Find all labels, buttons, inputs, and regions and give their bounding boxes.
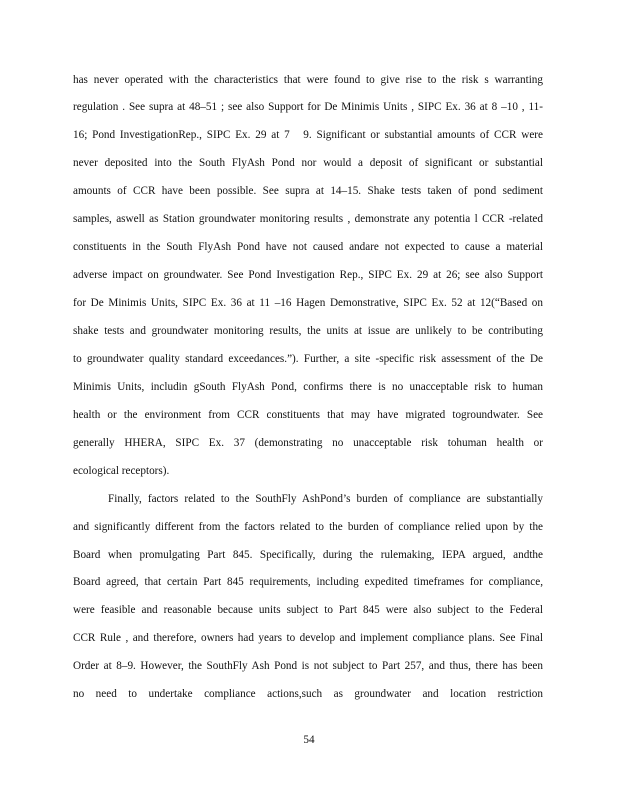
body-text-line: never deposited into the South FlyAsh Pond nor would a deposit of significant or substantial [73, 157, 543, 169]
body-text-line: health or the environment from CCR constituents that may have migrated togroundwater. See [73, 409, 543, 421]
body-text-line: constituents in the South FlyAsh Pond have not caused andare not expected to cause a material [73, 241, 543, 253]
body-text-line: Order at 8–9. However, the SouthFly Ash Pond is not subject to Part 257, and thus, there has been [73, 660, 543, 672]
body-text-line: generally HHERA, SIPC Ex. 37 (demonstrating no unacceptable risk tohuman health or [73, 437, 543, 449]
body-text-line: Board agreed, that certain Part 845 requirements, including expedited timeframes for compliance, [73, 576, 543, 588]
page-number: 54 [303, 734, 315, 746]
body-text-line: and significantly different from the factors related to the burden of compliance relied upon by the [73, 521, 543, 533]
paragraph-end-line: ecological receptors). [73, 465, 170, 477]
body-text-line: to groundwater quality standard exceedances.”). Further, a site -specific risk assessment of the De [73, 353, 543, 365]
body-text-line: has never operated with the characteristics that were found to give rise to the risk s warranting [73, 74, 543, 86]
body-text-line: were feasible and reasonable because units subject to Part 845 were also subject to the Federal [73, 604, 543, 616]
body-text-line: CCR Rule , and therefore, owners had years to develop and implement compliance plans. See Final [73, 632, 543, 644]
body-text-line: for De Minimis Units, SIPC Ex. 36 at 11 –16 Hagen Demonstrative, SIPC Ex. 52 at 12(“Based on [73, 297, 543, 309]
body-text-line: Board when promulgating Part 845. Specifically, during the rulemaking, IEPA argued, andthe [73, 549, 543, 561]
body-text-line: amounts of CCR have been possible. See supra at 14–15. Shake tests taken of pond sediment [73, 185, 543, 197]
body-text-line: samples, aswell as Station groundwater monitoring results , demonstrate any potentia l CCR -related [73, 213, 543, 225]
body-text-line: no need to undertake compliance actions,such as groundwater and location restriction [73, 688, 543, 700]
body-text-line: Minimis Units, includin gSouth FlyAsh Pond, confirms there is no unacceptable risk to human [73, 381, 543, 393]
body-text-line: 16; Pond InvestigationRep., SIPC Ex. 29 at 7  9. Significant or substantial amounts of CCR were [73, 129, 543, 141]
paragraph-first-line: Finally, factors related to the SouthFly AshPond’s burden of compliance are substantially [108, 493, 543, 505]
body-text-line: regulation . See supra at 48–51 ; see also Support for De Minimis Units , SIPC Ex. 36 at 8 –10 , 11- [73, 101, 543, 113]
body-text-line: shake tests and groundwater monitoring results, the units at issue are unlikely to be contributing [73, 325, 543, 337]
body-text-line: adverse impact on groundwater. See Pond Investigation Rep., SIPC Ex. 29 at 26; see also Support [73, 269, 543, 281]
